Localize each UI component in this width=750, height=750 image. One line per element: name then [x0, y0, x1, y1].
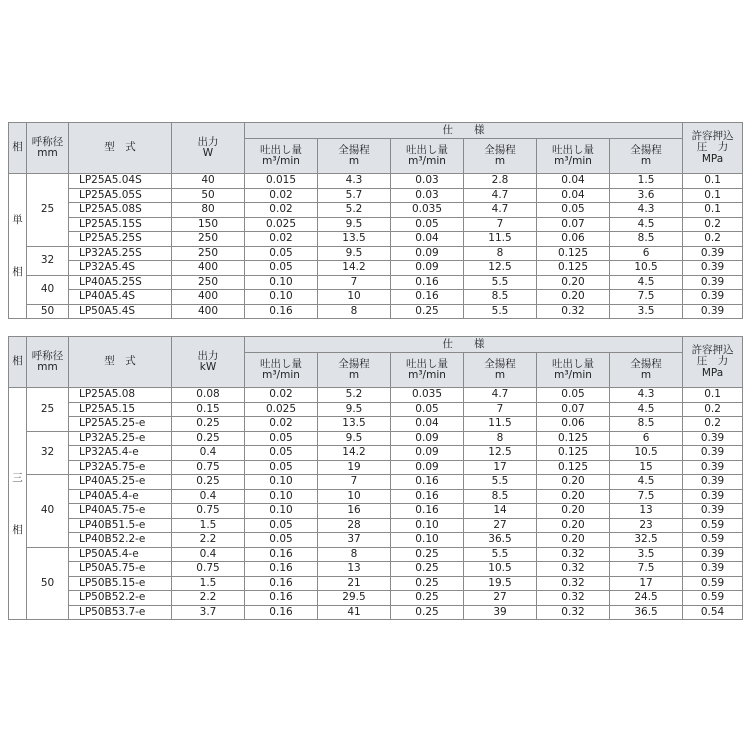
model-cell: LP32A5.4S: [69, 261, 172, 276]
flow-cell: 0.09: [391, 261, 464, 276]
flow-cell: 0.16: [391, 504, 464, 519]
table-row: [9, 174, 743, 189]
model-cell: LP40A5.75-e: [69, 504, 172, 519]
head-cell: 7: [318, 475, 391, 490]
table-row: [9, 417, 743, 432]
flow-cell: 0.32: [537, 304, 610, 319]
flow-cell: 0.20: [537, 290, 610, 305]
table-body: [9, 388, 743, 620]
flow-cell: 0.16: [391, 475, 464, 490]
head-cell: 36.5: [464, 533, 537, 548]
flow-cell: 0.10: [391, 533, 464, 548]
head-cell: 10.5: [464, 562, 537, 577]
flow-cell: 0.03: [391, 188, 464, 203]
head-cell: 4.5: [610, 402, 683, 417]
head-cell: 12.5: [464, 446, 537, 461]
flow-cell: 0.16: [245, 605, 318, 620]
pressure-cell: 0.39: [683, 246, 743, 261]
flow-cell: 0.02: [245, 232, 318, 247]
model-cell: LP32A5.25S: [69, 246, 172, 261]
head-cell: 2.8: [464, 174, 537, 189]
flow-cell: 0.05: [245, 460, 318, 475]
flow-cell: 0.16: [391, 275, 464, 290]
table-row: [9, 232, 743, 247]
flow-cell: 0.04: [537, 174, 610, 189]
single-phase-spec-table: [8, 122, 743, 319]
flow-cell: 0.125: [537, 460, 610, 475]
head-cell: 10.5: [610, 446, 683, 461]
flow-cell: 0.10: [245, 504, 318, 519]
output-cell: 0.25: [172, 417, 245, 432]
output-cell: 0.25: [172, 431, 245, 446]
head-cell: 14: [464, 504, 537, 519]
flow-cell: 0.10: [245, 489, 318, 504]
bore-cell: 32: [27, 431, 69, 475]
head-cell: 9.5: [318, 217, 391, 232]
head-cell: 8.5: [610, 417, 683, 432]
head-cell: 27: [464, 591, 537, 606]
phase-label: 単 相: [9, 174, 27, 319]
flow-cell: 0.125: [537, 261, 610, 276]
header-pressure: 許容押込 圧 力 MPa: [683, 337, 743, 388]
head-cell: 5.2: [318, 203, 391, 218]
head-cell: 23: [610, 518, 683, 533]
head-cell: 7.5: [610, 489, 683, 504]
head-cell: 32.5: [610, 533, 683, 548]
head-cell: 1.5: [610, 174, 683, 189]
flow-cell: 0.32: [537, 562, 610, 577]
header-model: 型 式: [69, 123, 172, 174]
head-cell: 5.5: [464, 304, 537, 319]
head-cell: 3.6: [610, 188, 683, 203]
head-cell: 5.7: [318, 188, 391, 203]
flow-cell: 0.20: [537, 489, 610, 504]
pressure-cell: 0.54: [683, 605, 743, 620]
head-cell: 10.5: [610, 261, 683, 276]
flow-cell: 0.05: [537, 203, 610, 218]
head-cell: 13.5: [318, 232, 391, 247]
flow-cell: 0.10: [245, 290, 318, 305]
head-cell: 4.5: [610, 475, 683, 490]
model-cell: LP32A5.25-e: [69, 431, 172, 446]
output-cell: 1.5: [172, 576, 245, 591]
head-cell: 28: [318, 518, 391, 533]
head-cell: 10: [318, 290, 391, 305]
flow-cell: 0.06: [537, 232, 610, 247]
output-cell: 1.5: [172, 518, 245, 533]
model-cell: LP50B52.2-e: [69, 591, 172, 606]
bore-cell: 50: [27, 304, 69, 319]
model-cell: LP25A5.15S: [69, 217, 172, 232]
pressure-cell: 0.39: [683, 489, 743, 504]
output-cell: 2.2: [172, 591, 245, 606]
flow-cell: 0.09: [391, 460, 464, 475]
head-cell: 6: [610, 246, 683, 261]
phase-label: 三 相: [9, 388, 27, 620]
pressure-cell: 0.39: [683, 275, 743, 290]
pressure-cell: 0.2: [683, 402, 743, 417]
output-cell: 250: [172, 232, 245, 247]
flow-cell: 0.25: [391, 591, 464, 606]
pressure-cell: 0.1: [683, 174, 743, 189]
table-row: [9, 576, 743, 591]
model-cell: LP25A5.25-e: [69, 417, 172, 432]
pressure-cell: 0.59: [683, 576, 743, 591]
flow-cell: 0.20: [537, 504, 610, 519]
model-cell: LP40A5.4S: [69, 290, 172, 305]
output-cell: 0.4: [172, 489, 245, 504]
head-cell: 13: [610, 504, 683, 519]
three-phase-spec-table: [8, 336, 743, 620]
pressure-cell: 0.59: [683, 533, 743, 548]
output-cell: 400: [172, 261, 245, 276]
head-cell: 13: [318, 562, 391, 577]
model-cell: LP40A5.25S: [69, 275, 172, 290]
flow-cell: 0.035: [391, 388, 464, 403]
header-spec: 仕 様: [245, 337, 683, 353]
head-cell: 7.5: [610, 562, 683, 577]
model-cell: LP25A5.08S: [69, 203, 172, 218]
head-cell: 27: [464, 518, 537, 533]
flow-cell: 0.20: [537, 533, 610, 548]
head-cell: 8.5: [464, 290, 537, 305]
flow-cell: 0.32: [537, 576, 610, 591]
head-cell: 19.5: [464, 576, 537, 591]
model-cell: LP25A5.25S: [69, 232, 172, 247]
flow-cell: 0.015: [245, 174, 318, 189]
head-cell: 8: [318, 547, 391, 562]
head-cell: 13.5: [318, 417, 391, 432]
flow-cell: 0.09: [391, 446, 464, 461]
flow-cell: 0.04: [391, 417, 464, 432]
head-cell: 4.7: [464, 188, 537, 203]
head-cell: 21: [318, 576, 391, 591]
header-phase: 相: [9, 123, 27, 174]
pressure-cell: 0.2: [683, 232, 743, 247]
head-cell: 5.5: [464, 547, 537, 562]
header-flow: 吐出し量 m³/min: [391, 139, 464, 174]
flow-cell: 0.25: [391, 304, 464, 319]
output-cell: 0.08: [172, 388, 245, 403]
model-cell: LP40A5.25-e: [69, 475, 172, 490]
header-flow: 吐出し量 m³/min: [537, 139, 610, 174]
output-cell: 0.75: [172, 504, 245, 519]
flow-cell: 0.04: [391, 232, 464, 247]
output-cell: 0.4: [172, 446, 245, 461]
flow-cell: 0.05: [245, 533, 318, 548]
output-cell: 250: [172, 246, 245, 261]
pressure-cell: 0.1: [683, 203, 743, 218]
head-cell: 15: [610, 460, 683, 475]
header-head: 全揚程 m: [610, 139, 683, 174]
bore-cell: 32: [27, 246, 69, 275]
flow-cell: 0.02: [245, 203, 318, 218]
header-head: 全揚程 m: [610, 353, 683, 388]
pressure-cell: 0.59: [683, 591, 743, 606]
head-cell: 9.5: [318, 402, 391, 417]
flow-cell: 0.25: [391, 605, 464, 620]
flow-cell: 0.16: [245, 547, 318, 562]
header-head: 全揚程 m: [318, 139, 391, 174]
table-row: [9, 275, 743, 290]
model-cell: LP50A5.4S: [69, 304, 172, 319]
table-body: [9, 174, 743, 319]
head-cell: 37: [318, 533, 391, 548]
flow-cell: 0.32: [537, 547, 610, 562]
table-row: [9, 446, 743, 461]
head-cell: 8.5: [464, 489, 537, 504]
bore-cell: 25: [27, 388, 69, 432]
head-cell: 8: [464, 246, 537, 261]
pressure-cell: 0.39: [683, 446, 743, 461]
table-row: [9, 460, 743, 475]
pressure-cell: 0.1: [683, 188, 743, 203]
model-cell: LP32A5.4-e: [69, 446, 172, 461]
header-spec: 仕 様: [245, 123, 683, 139]
pressure-cell: 0.59: [683, 518, 743, 533]
header-head: 全揚程 m: [464, 139, 537, 174]
flow-cell: 0.05: [245, 446, 318, 461]
model-cell: LP40A5.4-e: [69, 489, 172, 504]
flow-cell: 0.05: [245, 246, 318, 261]
head-cell: 19: [318, 460, 391, 475]
flow-cell: 0.025: [245, 402, 318, 417]
flow-cell: 0.05: [245, 261, 318, 276]
flow-cell: 0.07: [537, 402, 610, 417]
flow-cell: 0.25: [391, 547, 464, 562]
flow-cell: 0.32: [537, 591, 610, 606]
model-cell: LP25A5.08: [69, 388, 172, 403]
flow-cell: 0.32: [537, 605, 610, 620]
pressure-cell: 0.39: [683, 261, 743, 276]
flow-cell: 0.02: [245, 417, 318, 432]
flow-cell: 0.25: [391, 562, 464, 577]
head-cell: 10: [318, 489, 391, 504]
head-cell: 8: [464, 431, 537, 446]
head-cell: 4.5: [610, 275, 683, 290]
flow-cell: 0.09: [391, 431, 464, 446]
table-row: [9, 203, 743, 218]
output-cell: 400: [172, 304, 245, 319]
head-cell: 5.5: [464, 475, 537, 490]
flow-cell: 0.05: [391, 217, 464, 232]
bore-cell: 40: [27, 275, 69, 304]
flow-cell: 0.20: [537, 275, 610, 290]
head-cell: 7: [318, 275, 391, 290]
head-cell: 6: [610, 431, 683, 446]
flow-cell: 0.10: [245, 475, 318, 490]
flow-cell: 0.16: [245, 591, 318, 606]
head-cell: 4.5: [610, 217, 683, 232]
flow-cell: 0.20: [537, 518, 610, 533]
model-cell: LP50B5.15-e: [69, 576, 172, 591]
header-output: 出力 W: [172, 123, 245, 174]
flow-cell: 0.07: [537, 217, 610, 232]
header-bore: 呼称径 mm: [27, 123, 69, 174]
output-cell: 250: [172, 275, 245, 290]
bore-cell: 40: [27, 475, 69, 548]
output-cell: 3.7: [172, 605, 245, 620]
flow-cell: 0.125: [537, 246, 610, 261]
table-row: [9, 217, 743, 232]
head-cell: 4.7: [464, 203, 537, 218]
output-cell: 400: [172, 290, 245, 305]
header-head: 全揚程 m: [464, 353, 537, 388]
head-cell: 12.5: [464, 261, 537, 276]
head-cell: 17: [610, 576, 683, 591]
table-row: [9, 547, 743, 562]
head-cell: 3.5: [610, 547, 683, 562]
head-cell: 4.3: [318, 174, 391, 189]
pressure-cell: 0.1: [683, 388, 743, 403]
table-row: [9, 304, 743, 319]
output-cell: 0.25: [172, 475, 245, 490]
flow-cell: 0.16: [245, 562, 318, 577]
header-head: 全揚程 m: [318, 353, 391, 388]
flow-cell: 0.125: [537, 446, 610, 461]
flow-cell: 0.05: [537, 388, 610, 403]
flow-cell: 0.02: [245, 388, 318, 403]
flow-cell: 0.09: [391, 246, 464, 261]
table-row: [9, 489, 743, 504]
flow-cell: 0.10: [245, 275, 318, 290]
flow-cell: 0.02: [245, 188, 318, 203]
flow-cell: 0.10: [391, 518, 464, 533]
table-row: [9, 533, 743, 548]
head-cell: 11.5: [464, 417, 537, 432]
head-cell: 14.2: [318, 261, 391, 276]
head-cell: 4.3: [610, 203, 683, 218]
flow-cell: 0.16: [245, 304, 318, 319]
output-cell: 0.15: [172, 402, 245, 417]
table-row: [9, 290, 743, 305]
head-cell: 5.2: [318, 388, 391, 403]
pressure-cell: 0.39: [683, 562, 743, 577]
head-cell: 11.5: [464, 232, 537, 247]
table-row: [9, 402, 743, 417]
flow-cell: 0.05: [245, 431, 318, 446]
pressure-cell: 0.39: [683, 504, 743, 519]
head-cell: 3.5: [610, 304, 683, 319]
header-model: 型 式: [69, 337, 172, 388]
pressure-cell: 0.2: [683, 217, 743, 232]
model-cell: LP32A5.75-e: [69, 460, 172, 475]
pressure-cell: 0.39: [683, 304, 743, 319]
head-cell: 8: [318, 304, 391, 319]
pressure-cell: 0.39: [683, 460, 743, 475]
table-row: [9, 431, 743, 446]
output-cell: 80: [172, 203, 245, 218]
head-cell: 41: [318, 605, 391, 620]
head-cell: 17: [464, 460, 537, 475]
header-bore: 呼称径 mm: [27, 337, 69, 388]
table-row: [9, 188, 743, 203]
head-cell: 8.5: [610, 232, 683, 247]
table-row: [9, 388, 743, 403]
model-cell: LP50A5.4-e: [69, 547, 172, 562]
table-row: [9, 261, 743, 276]
header-flow: 吐出し量 m³/min: [245, 353, 318, 388]
pressure-cell: 0.39: [683, 475, 743, 490]
table-row: [9, 591, 743, 606]
pressure-cell: 0.39: [683, 290, 743, 305]
header-flow: 吐出し量 m³/min: [391, 353, 464, 388]
head-cell: 36.5: [610, 605, 683, 620]
flow-cell: 0.035: [391, 203, 464, 218]
flow-cell: 0.16: [245, 576, 318, 591]
model-cell: LP50A5.75-e: [69, 562, 172, 577]
header-pressure: 許容押込 圧 力 MPa: [683, 123, 743, 174]
model-cell: LP40B51.5-e: [69, 518, 172, 533]
head-cell: 39: [464, 605, 537, 620]
output-cell: 0.4: [172, 547, 245, 562]
flow-cell: 0.05: [245, 518, 318, 533]
table-row: [9, 246, 743, 261]
head-cell: 7: [464, 217, 537, 232]
model-cell: LP25A5.05S: [69, 188, 172, 203]
head-cell: 29.5: [318, 591, 391, 606]
output-cell: 0.75: [172, 562, 245, 577]
head-cell: 4.3: [610, 388, 683, 403]
output-cell: 150: [172, 217, 245, 232]
flow-cell: 0.25: [391, 576, 464, 591]
flow-cell: 0.16: [391, 290, 464, 305]
flow-cell: 0.125: [537, 431, 610, 446]
output-cell: 0.75: [172, 460, 245, 475]
pressure-cell: 0.39: [683, 547, 743, 562]
header-flow: 吐出し量 m³/min: [537, 353, 610, 388]
head-cell: 7.5: [610, 290, 683, 305]
head-cell: 24.5: [610, 591, 683, 606]
flow-cell: 0.05: [391, 402, 464, 417]
bore-cell: 25: [27, 174, 69, 247]
table-row: [9, 475, 743, 490]
head-cell: 7: [464, 402, 537, 417]
head-cell: 16: [318, 504, 391, 519]
flow-cell: 0.06: [537, 417, 610, 432]
model-cell: LP40B52.2-e: [69, 533, 172, 548]
flow-cell: 0.04: [537, 188, 610, 203]
output-cell: 40: [172, 174, 245, 189]
model-cell: LP50B53.7-e: [69, 605, 172, 620]
header-phase: 相: [9, 337, 27, 388]
table-row: [9, 518, 743, 533]
head-cell: 5.5: [464, 275, 537, 290]
table-row: [9, 562, 743, 577]
flow-cell: 0.20: [537, 475, 610, 490]
model-cell: LP25A5.04S: [69, 174, 172, 189]
table-row: [9, 504, 743, 519]
flow-cell: 0.03: [391, 174, 464, 189]
flow-cell: 0.16: [391, 489, 464, 504]
header-output: 出力 kW: [172, 337, 245, 388]
head-cell: 14.2: [318, 446, 391, 461]
head-cell: 9.5: [318, 246, 391, 261]
head-cell: 4.7: [464, 388, 537, 403]
pressure-cell: 0.39: [683, 431, 743, 446]
output-cell: 50: [172, 188, 245, 203]
header-flow: 吐出し量 m³/min: [245, 139, 318, 174]
bore-cell: 50: [27, 547, 69, 620]
model-cell: LP25A5.15: [69, 402, 172, 417]
flow-cell: 0.025: [245, 217, 318, 232]
table-row: [9, 605, 743, 620]
output-cell: 2.2: [172, 533, 245, 548]
head-cell: 9.5: [318, 431, 391, 446]
pressure-cell: 0.2: [683, 417, 743, 432]
